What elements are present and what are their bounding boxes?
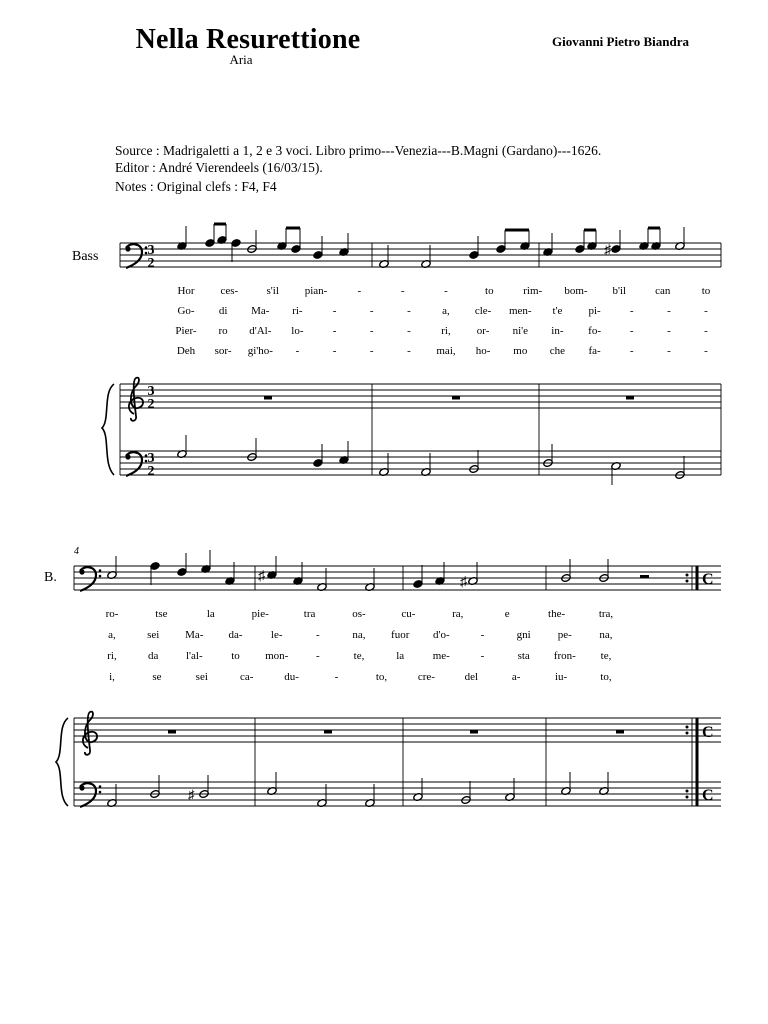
lyric-syllable: to <box>701 285 711 297</box>
whole-rests-treble-1 <box>264 396 634 400</box>
lyric-syllable: - <box>629 305 634 317</box>
lyric-syllable: ho- <box>475 345 491 357</box>
lyric-syllable: ni'e <box>512 325 529 337</box>
time-signature: 2 <box>147 464 155 479</box>
bass-clef <box>79 567 101 591</box>
time-signature: 3 <box>147 243 155 258</box>
bass-clef <box>125 452 147 476</box>
time-signature: 2 <box>147 397 155 412</box>
lyric-syllable: gi'ho- <box>247 345 273 357</box>
lyric-syllable: sei <box>195 671 208 683</box>
continuo-notes-system-1 <box>177 435 685 485</box>
lyric-syllable: sta <box>517 650 530 662</box>
lyric-syllable: le- <box>270 629 283 641</box>
lyric-syllable: d'o- <box>432 629 450 641</box>
lyric-syllable: - <box>667 325 671 337</box>
lyric-syllable: na, <box>352 629 366 641</box>
clefs-note: Notes : Original clefs : F4, F4 <box>115 179 277 194</box>
lyric-syllable: - <box>369 305 374 317</box>
lyric-syllable: fron- <box>553 650 576 662</box>
lyric-syllable: fuor <box>391 629 410 641</box>
lyric-syllable: pie- <box>251 608 269 620</box>
lyric-syllable: ro- <box>105 608 119 620</box>
lyric-syllable: ca- <box>239 671 254 683</box>
lyric-syllable: mai, <box>436 345 456 357</box>
bass-clef <box>125 244 147 268</box>
bass-clef <box>79 783 101 807</box>
lyric-syllable: - <box>407 325 411 337</box>
lyric-syllable: pe- <box>557 629 572 641</box>
voice-notes-system-2 <box>107 550 649 592</box>
lyric-syllable: me- <box>432 650 450 662</box>
repeat-dot <box>686 580 689 583</box>
time-signature: 2 <box>147 256 155 271</box>
lyric-syllable: Go- <box>177 305 195 317</box>
lyric-syllable: i, <box>109 671 115 683</box>
svg-text:C: C <box>702 787 714 804</box>
editor-note: Editor : André Vierendeels (16/03/15). <box>115 160 323 175</box>
lyric-syllable: - <box>315 650 320 662</box>
lyric-syllable: te, <box>600 650 612 662</box>
lyric-syllable: Ma- <box>251 305 270 317</box>
lyric-syllable: du- <box>284 671 299 683</box>
lyric-syllable: ri, <box>441 325 451 337</box>
lyric-syllable: in- <box>551 325 564 337</box>
lyric-syllable: sei <box>147 629 160 641</box>
lyric-syllable: ro <box>218 325 228 337</box>
lyric-syllable: bom- <box>564 285 588 297</box>
time-signature: 3 <box>147 451 155 466</box>
lyric-syllable: the- <box>548 608 566 620</box>
lyric-syllable: Deh <box>176 345 196 357</box>
lyric-syllable: s'il <box>266 285 279 297</box>
whole-rests-treble-2 <box>168 730 624 734</box>
lyric-syllable: iu- <box>554 671 568 683</box>
lyric-syllable: - <box>369 325 374 337</box>
staff-bass-voice-2 <box>74 566 721 590</box>
lyric-syllable: a, <box>108 629 116 641</box>
lyric-syllable: Hor <box>177 285 195 297</box>
lyric-syllable: mon- <box>265 650 289 662</box>
lyric-syllable: sor- <box>214 345 232 357</box>
lyric-syllable: te, <box>353 650 365 662</box>
lyric-syllable: cu- <box>401 608 416 620</box>
lyric-syllable: mo <box>513 345 528 357</box>
lyric-syllable: - <box>629 325 634 337</box>
system-1 <box>102 224 721 485</box>
lyric-syllable: pian- <box>304 285 328 297</box>
lyric-syllable: da- <box>228 629 243 641</box>
lyric-syllable: - <box>407 345 411 357</box>
lyric-syllable: da <box>148 650 159 662</box>
lyric-syllable: - <box>480 629 485 641</box>
lyric-syllable: ri, <box>107 650 117 662</box>
lyric-syllable: - <box>667 305 671 317</box>
lyric-syllable: - <box>704 325 708 337</box>
lyric-syllable: a, <box>442 305 450 317</box>
lyric-syllable: cle- <box>474 305 492 317</box>
piece-title: Nella Resurettione <box>135 24 361 55</box>
lyric-syllable: fo- <box>588 325 602 337</box>
svg-text:♯: ♯ <box>258 569 265 584</box>
lyric-syllable: t'e <box>552 305 563 317</box>
piece-subtitle: Aria <box>229 52 253 67</box>
lyric-syllable: - <box>332 345 337 357</box>
time-signature: 3 <box>147 384 155 399</box>
lyrics-system-2 <box>106 608 614 683</box>
lyric-syllable: - <box>444 285 448 297</box>
lyric-syllable: fa- <box>588 345 601 357</box>
lyric-syllable: l'al- <box>185 650 203 662</box>
lyric-syllable: se <box>152 671 162 683</box>
voice-notes-system-1 <box>177 224 685 269</box>
lyric-syllable: la <box>396 650 405 662</box>
lyric-syllable: - <box>295 345 300 357</box>
lyric-syllable: lo- <box>291 325 304 337</box>
lyric-syllable: a- <box>511 671 521 683</box>
lyric-syllable: ces- <box>220 285 239 297</box>
lyric-syllable: to, <box>600 671 612 683</box>
lyric-syllable: che <box>549 345 566 357</box>
svg-text:♯: ♯ <box>460 575 467 590</box>
svg-text:C: C <box>702 724 714 741</box>
lyric-syllable: pi- <box>588 305 601 317</box>
instrument-label-bass: Bass <box>72 249 99 264</box>
system-2 <box>56 550 721 808</box>
lyric-syllable: - <box>400 285 405 297</box>
composer-name: Giovanni Pietro Biandra <box>552 34 689 49</box>
lyric-syllable: - <box>667 345 671 357</box>
lyric-syllable: di <box>218 305 228 317</box>
source-note: Source : Madrigaletti a 1, 2 e 3 voci. Libro primo---Venezia---B.Magni (Gardano)---1626. <box>115 143 602 158</box>
lyric-syllable: tra <box>303 608 316 620</box>
lyric-syllable: - <box>334 671 339 683</box>
lyric-syllable: - <box>332 305 337 317</box>
repeat-dot <box>686 574 689 577</box>
lyric-syllable: ra, <box>452 608 464 620</box>
lyric-syllable: - <box>315 629 320 641</box>
lyric-syllable: del <box>464 671 479 683</box>
svg-text:C: C <box>702 571 714 588</box>
svg-text:♯: ♯ <box>604 243 611 258</box>
lyric-syllable: Pier- <box>175 325 197 337</box>
lyric-syllable: - <box>332 325 337 337</box>
lyric-syllable: - <box>357 285 362 297</box>
lyric-syllable: to <box>485 285 494 297</box>
lyric-syllable: to, <box>375 671 388 683</box>
lyric-syllable: - <box>407 305 411 317</box>
lyric-syllable: d'Al- <box>249 325 272 337</box>
lyric-syllable: men- <box>508 305 532 317</box>
measure-number: 4 <box>74 546 79 557</box>
lyric-syllable: os- <box>352 608 366 620</box>
lyric-syllable: na, <box>599 629 613 641</box>
lyric-syllable: to <box>231 650 240 662</box>
lyric-syllable: tse <box>155 608 168 620</box>
lyric-syllable: - <box>480 650 485 662</box>
lyrics-system-1 <box>175 285 710 357</box>
lyric-syllable: e <box>504 608 510 620</box>
lyric-syllable: tra, <box>598 608 614 620</box>
svg-text:♯: ♯ <box>188 787 195 802</box>
lyric-syllable: can <box>655 285 671 297</box>
instrument-label-bass-short: B. <box>44 570 57 585</box>
lyric-syllable: or- <box>476 325 490 337</box>
lyric-syllable: - <box>369 345 374 357</box>
lyric-syllable: cre- <box>417 671 435 683</box>
lyric-syllable: - <box>704 345 708 357</box>
lyric-syllable: ri- <box>292 305 303 317</box>
lyric-syllable: gni <box>516 629 531 641</box>
lyric-syllable: - <box>629 345 634 357</box>
continuo-notes-system-2 <box>107 772 609 808</box>
lyric-syllable: - <box>704 305 708 317</box>
lyric-syllable: la <box>206 608 215 620</box>
lyric-syllable: Ma- <box>185 629 204 641</box>
lyric-syllable: b'il <box>612 285 627 297</box>
lyric-syllable: rim- <box>523 285 543 297</box>
